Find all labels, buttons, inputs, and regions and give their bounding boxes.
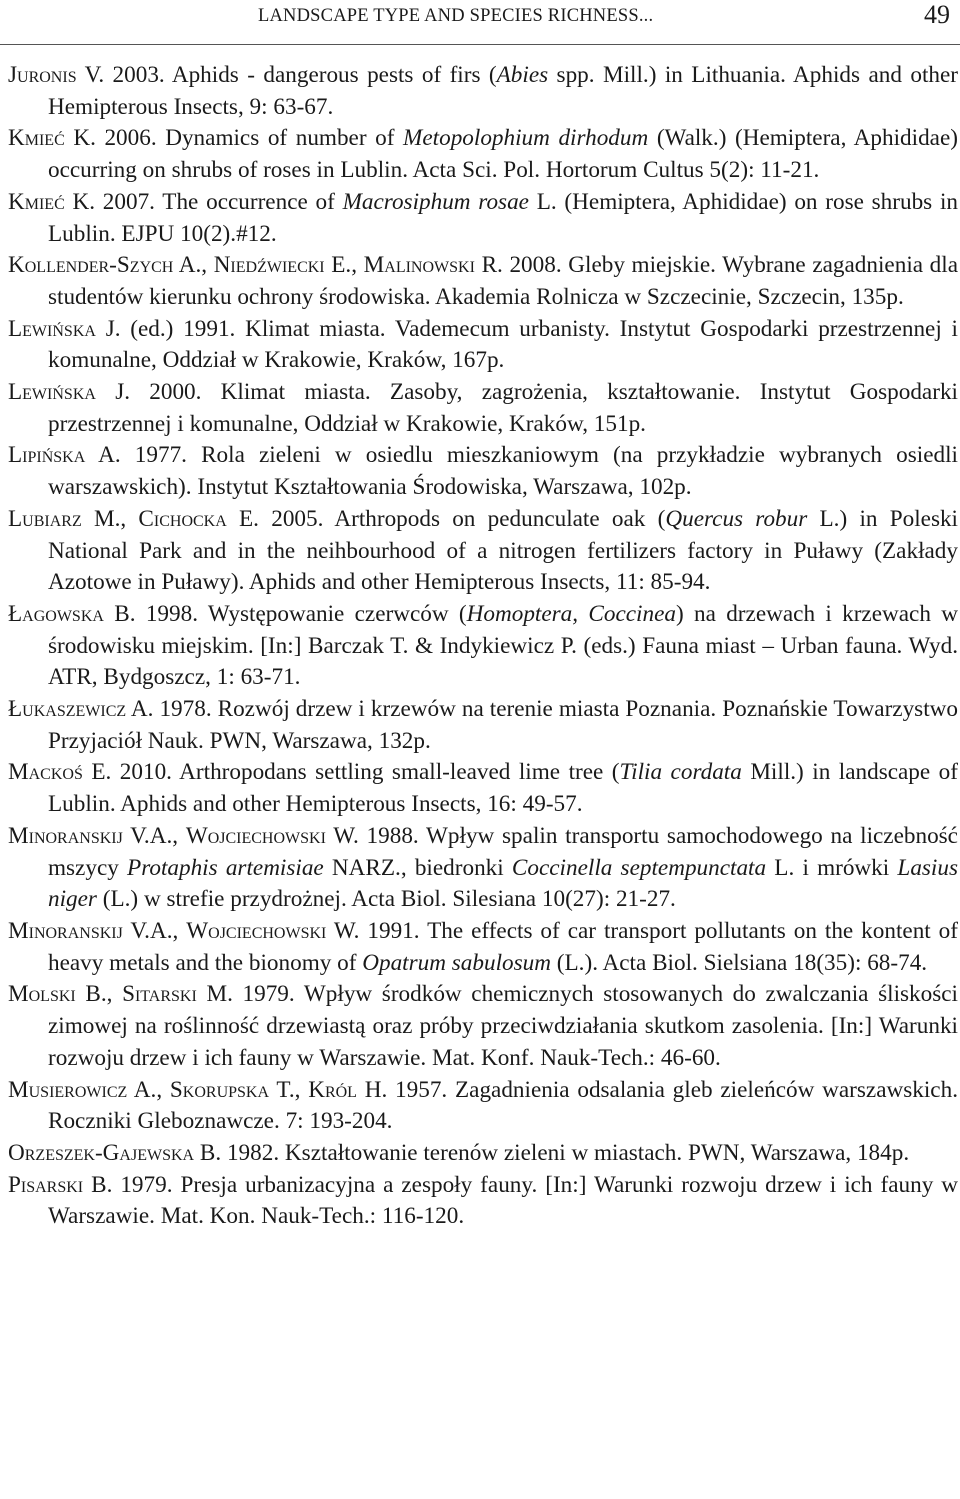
reference-entry — [8, 599, 958, 694]
author-name: Kollender-Szych — [8, 252, 174, 279]
author-name: Król — [308, 1076, 357, 1103]
italic-term: Quercus robur — [665, 505, 808, 532]
author-name: Molski — [8, 981, 76, 1008]
author-name: Minoranskij — [8, 822, 123, 849]
italic-term: Lasius niger — [48, 854, 958, 913]
reference-text: Mill.) in landscape of Lublin. Aphids and other Hemipterous Insects, 16: 49-57. — [48, 759, 958, 818]
running-title: LANDSCAPE TYPE AND SPECIES RICHNESS... — [258, 6, 654, 26]
author-name: Niedźwiecki — [213, 252, 325, 279]
reference-entry — [8, 123, 958, 186]
running-header — [0, 0, 960, 45]
reference-text: ) na drzewach i krzewach w środowisku miejskim. [In:] Barczak T. & Indykiewicz P. (eds.) Fauna miast – Urban fauna. Wyd. ATR, Bydgoszcz, 1: 63-71. — [48, 600, 959, 691]
author-name: Sitarski — [122, 981, 197, 1008]
reference-text: (L.). Acta Biol. Sielsiana 18(35): 68-74. — [551, 949, 928, 976]
italic-term: Tilia cordata — [619, 759, 742, 786]
author-name: Łukaszewicz — [8, 696, 127, 723]
author-name: Malinowski — [363, 252, 475, 279]
author-name: Wojciechowski — [186, 917, 327, 944]
reference-text: M., — [81, 505, 139, 532]
reference-text: T., — [269, 1076, 309, 1103]
author-name: Lipińska — [8, 442, 86, 469]
author-name: Skorupska — [169, 1076, 270, 1103]
reference-text: A., — [173, 252, 214, 279]
reference-entry — [8, 916, 958, 979]
author-name: Cichocka — [138, 505, 227, 532]
author-name: Juronis — [8, 62, 77, 88]
reference-entry — [8, 504, 958, 599]
reference-text: M. 1979. Wpływ środków chemicznych stosowanych do zwalczania śliskości zimowej na roślinność drzewiastą oraz próby przeciwdziałania skutkom zasolenia. [In:] Warunki rozwoju drzew i ich fauny w Warszawie. Mat. Konf. Nauk-Tech.: 46-60. — [48, 981, 958, 1071]
reference-entry — [8, 314, 958, 377]
reference-text: K. 2006. Dynamics of number of — [64, 125, 404, 152]
reference-entry — [8, 1170, 958, 1233]
italic-term: Macrosiphum rosae — [342, 188, 529, 215]
reference-text: K. 2007. The occurrence of — [64, 188, 343, 215]
reference-text: J. 2000. Klimat miasta. Zasoby, zagrożenia, kształtowanie. Instytut Gospodarki przestrzennej i komunalne, Oddział w Krakowie, Kraków, 151p. — [48, 379, 958, 437]
reference-entry — [8, 1138, 958, 1170]
reference-entry — [8, 979, 958, 1074]
reference-text: NARZ., biedronki — [323, 854, 512, 881]
italic-term: Abies — [496, 62, 549, 88]
italic-term: Coccinella septempunctata — [511, 854, 767, 881]
reference-text: (Walk.) (Hemiptera, Aphididae) occurring on shrubs of roses in Lublin. Acta Sci. Pol. Hortorum Cultus 5(2): 11-21. — [48, 125, 958, 184]
reference-text: J. (ed.) 1991. Klimat miasta. Vademecum urbanisty. Instytut Gospodarki przestrzennej i komunalne, Oddział w Krakowie, Kraków, 167p. — [48, 315, 958, 374]
author-name: Wojciechowski — [185, 822, 326, 849]
reference-text: A., — [127, 1076, 170, 1103]
reference-entry — [8, 377, 958, 440]
reference-text: V.A., — [122, 822, 186, 849]
reference-entry — [8, 821, 958, 916]
reference-text: W. 1991. The effects of car transport pollutants on the kontent of heavy metals and the bionomy of — [48, 917, 958, 976]
reference-text: R. 2008. Gleby miejskie. Wybrane zagadnienia dla studentów kierunku ochrony środowiska. Akademia Rolnicza w Szczecinie, Szczecin, 135p. — [48, 252, 959, 310]
reference-entry — [8, 757, 958, 820]
author-name: Lewińska — [8, 379, 96, 406]
reference-entry — [8, 250, 958, 313]
reference-entry — [8, 187, 958, 250]
reference-text: spp. Mill.) in Lithuania. Aphids and other Hemipterous Insects, 9: 63-67. — [48, 62, 958, 120]
reference-text: L. i mrówki — [766, 854, 898, 881]
reference-text: E. 2005. Arthropods on pedunculate oak ( — [226, 505, 666, 532]
author-name: Lewińska — [8, 315, 96, 342]
reference-text: V.A., — [122, 917, 187, 944]
reference-text: E. 2010. Arthropodans settling small-leaved lime tree ( — [82, 759, 620, 786]
author-name: Mackoś — [8, 759, 83, 786]
reference-text: B. 1979. Presja urbanizacyjna a zespoły fauny. [In:] Warunki rozwoju drzew i ich fauny w Warszawie. Mat. Kon. Nauk-Tech.: 116-120. — [48, 1171, 958, 1230]
reference-entry — [8, 694, 958, 757]
reference-text: V. 2003. Aphids - dangerous pests of firs ( — [76, 62, 497, 88]
reference-text: H. 1957. Zagadnienia odsalania gleb zieleńców warszawskich. Roczniki Gleboznawcze. 7: 193-204. — [48, 1076, 958, 1135]
reference-text: A. 1978. Rozwój drzew i krzewów na terenie miasta Poznania. Poznańskie Towarzystwo Przyjaciół Nauk. PWN, Warszawa, 132p. — [48, 696, 958, 754]
author-name: Lubiarz — [8, 505, 82, 532]
author-name: Kmieć — [8, 125, 65, 152]
italic-term: Protaphis artemisiae — [127, 854, 324, 881]
italic-term: Homoptera, Coccinea — [466, 600, 676, 627]
reference-text: B. 1998. Występowanie czerwców ( — [103, 600, 467, 627]
reference-entry — [8, 1075, 958, 1138]
author-name: Orzeszek-Gajewska — [8, 1139, 195, 1166]
reference-text: B., — [75, 981, 123, 1008]
reference-text: L.) in Poleski National Park and in the neihbourhood of a nitrogen fertilizers factory in Puławy (Zakłady Azotowe in Puławy). Aphids and other Hemipterous Insects, 11: 85-94. — [48, 505, 959, 596]
reference-entry — [8, 60, 958, 123]
reference-text: L. (Hemiptera, Aphididae) on rose shrubs in Lublin. EJPU 10(2).#12. — [48, 188, 958, 247]
reference-text: E., — [324, 252, 364, 279]
reference-text: B. 1982. Kształtowanie terenów zieleni w miastach. PWN, Warszawa, 184p. — [194, 1139, 910, 1166]
reference-text: W. 1988. Wpływ spalin transportu samochodowego na liczebność mszycy — [48, 822, 958, 881]
author-name: Łagowska — [8, 600, 104, 627]
italic-term: Opatrum sabulosum — [362, 949, 551, 976]
reference-list — [8, 60, 958, 1233]
reference-text: (L.) w strefie przydrożnej. Acta Biol. Silesiana 10(27): 21-27. — [96, 886, 676, 913]
reference-entry — [8, 440, 958, 503]
page-number: 49 — [924, 0, 950, 29]
author-name: Musierowicz — [8, 1076, 128, 1103]
author-name: Pisarski — [8, 1171, 84, 1198]
italic-term: Metopolophium dirhodum — [403, 125, 649, 152]
reference-text: A. 1977. Rola zieleni w osiedlu mieszkaniowym (na przykładzie wybranych osiedli warszawskich). Instytut Kształtowania Środowiska, Warszawa, 102p. — [48, 442, 958, 501]
author-name: Minoranskij — [8, 917, 123, 944]
author-name: Kmieć — [8, 188, 65, 215]
